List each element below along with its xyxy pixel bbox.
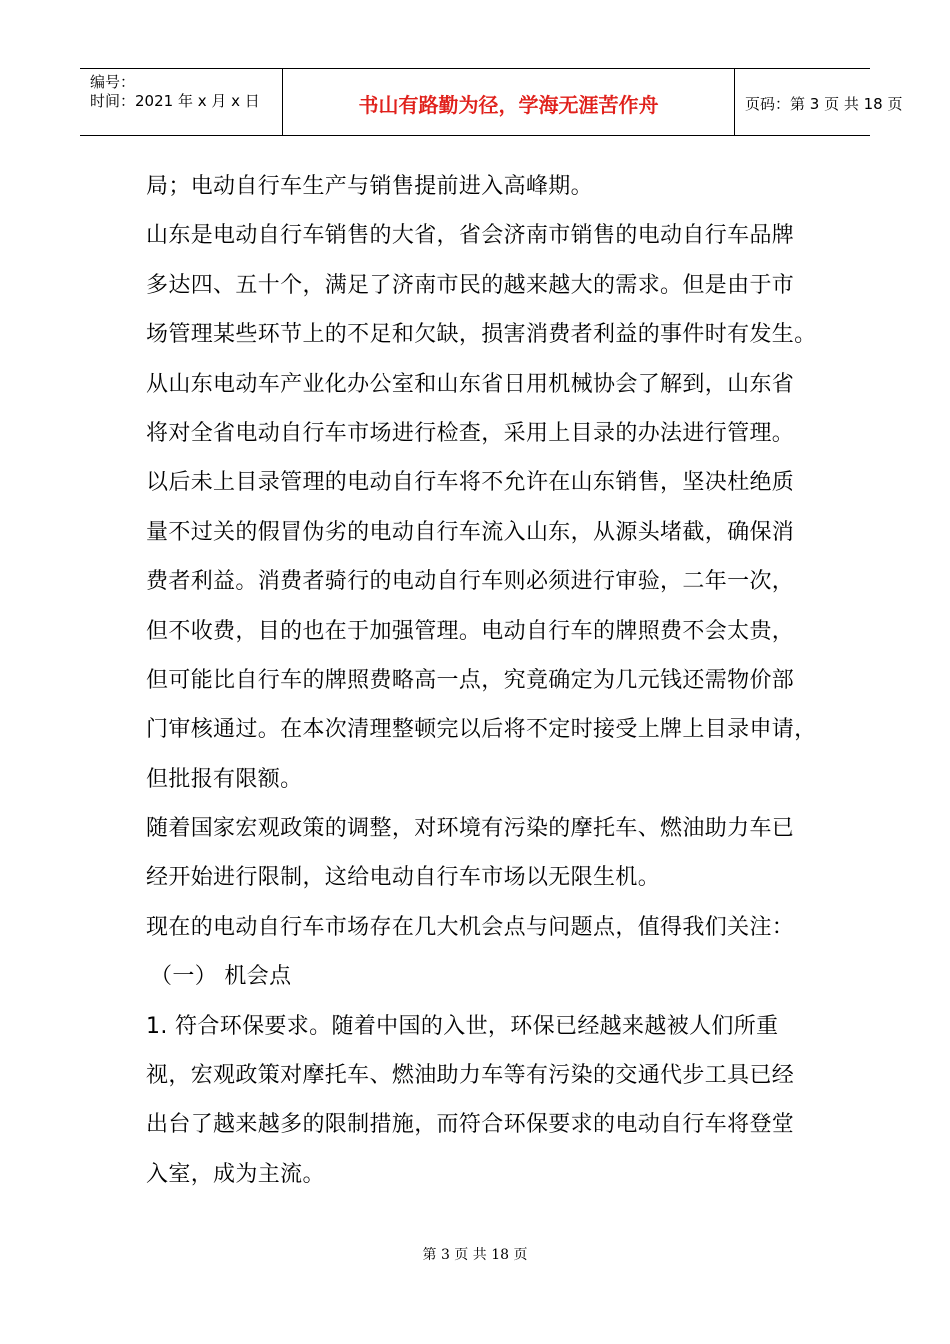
body-line: 多达四、五十个，满足了济南市民的越来越大的需求。但是由于市	[146, 272, 795, 298]
body-line: 出台了越来越多的限制措施，而符合环保要求的电动自行车将登堂	[146, 1112, 795, 1138]
header-motto-cell	[283, 69, 735, 135]
header-motto: 书山有路勤为径，学海无涯苦作舟	[358, 93, 659, 117]
body-line: 现在的电动自行车市场存在几大机会点与问题点，值得我们关注：	[146, 914, 795, 940]
body-line: 山东是电动自行车销售的大省，省会济南市销售的电动自行车品牌	[146, 223, 795, 249]
date-label: 时间：2021 年 x 月 x 日	[90, 92, 260, 110]
header-page-number: 页码：第 3 页 共 18 页	[745, 95, 903, 113]
body-line: 视，宏观政策对摩托车、燃油助力车等有污染的交通代步工具已经	[146, 1063, 795, 1089]
body-line: 入室，成为主流。	[146, 1161, 325, 1187]
body-line: 从山东电动车产业化办公室和山东省日用机械协会了解到，山东省	[146, 371, 795, 397]
body-line: 以后未上目录管理的电动自行车将不允许在山东销售，坚决杜绝质	[146, 470, 795, 496]
body-line: 但可能比自行车的牌照费略高一点，究竟确定为几元钱还需物价部	[146, 667, 795, 693]
body-line: 局；电动自行车生产与销售提前进入高峰期。	[146, 174, 594, 199]
body-line: 门审核通过。在本次清理整顿完以后将不定时接受上牌上目录申请，	[146, 717, 817, 743]
document-body	[146, 168, 826, 1205]
header-info-cell	[80, 69, 283, 135]
list-item: 1. 符合环保要求。随着中国的入世，环保已经越来越被人们所重	[146, 1013, 779, 1039]
body-line: 量不过关的假冒伪劣的电动自行车流入山东，从源头堵截，确保消	[146, 519, 795, 545]
page-footer: 第 3 页 共 18 页	[422, 1247, 528, 1263]
body-line: 将对全省电动自行车市场进行检查，采用上目录的办法进行管理。	[146, 420, 795, 446]
body-line: 但不收费，目的也在于加强管理。电动自行车的牌照费不会太贵，	[146, 618, 795, 644]
document-header	[80, 68, 903, 136]
body-line: 场管理某些环节上的不足和欠缺，损害消费者利益的事件时有发生。	[146, 322, 817, 348]
body-line: 费者利益。消费者骑行的电动自行车则必须进行审验，二年一次，	[146, 569, 795, 595]
section-heading: （一） 机会点	[150, 964, 292, 990]
body-line: 随着国家宏观政策的调整，对环境有污染的摩托车、燃油助力车已	[146, 816, 795, 842]
serial-number-label: 编号：	[90, 73, 136, 91]
body-line: 但批报有限额。	[146, 766, 303, 792]
header-page-cell	[735, 69, 903, 135]
body-line: 经开始进行限制，这给电动自行车市场以无限生机。	[146, 865, 661, 891]
